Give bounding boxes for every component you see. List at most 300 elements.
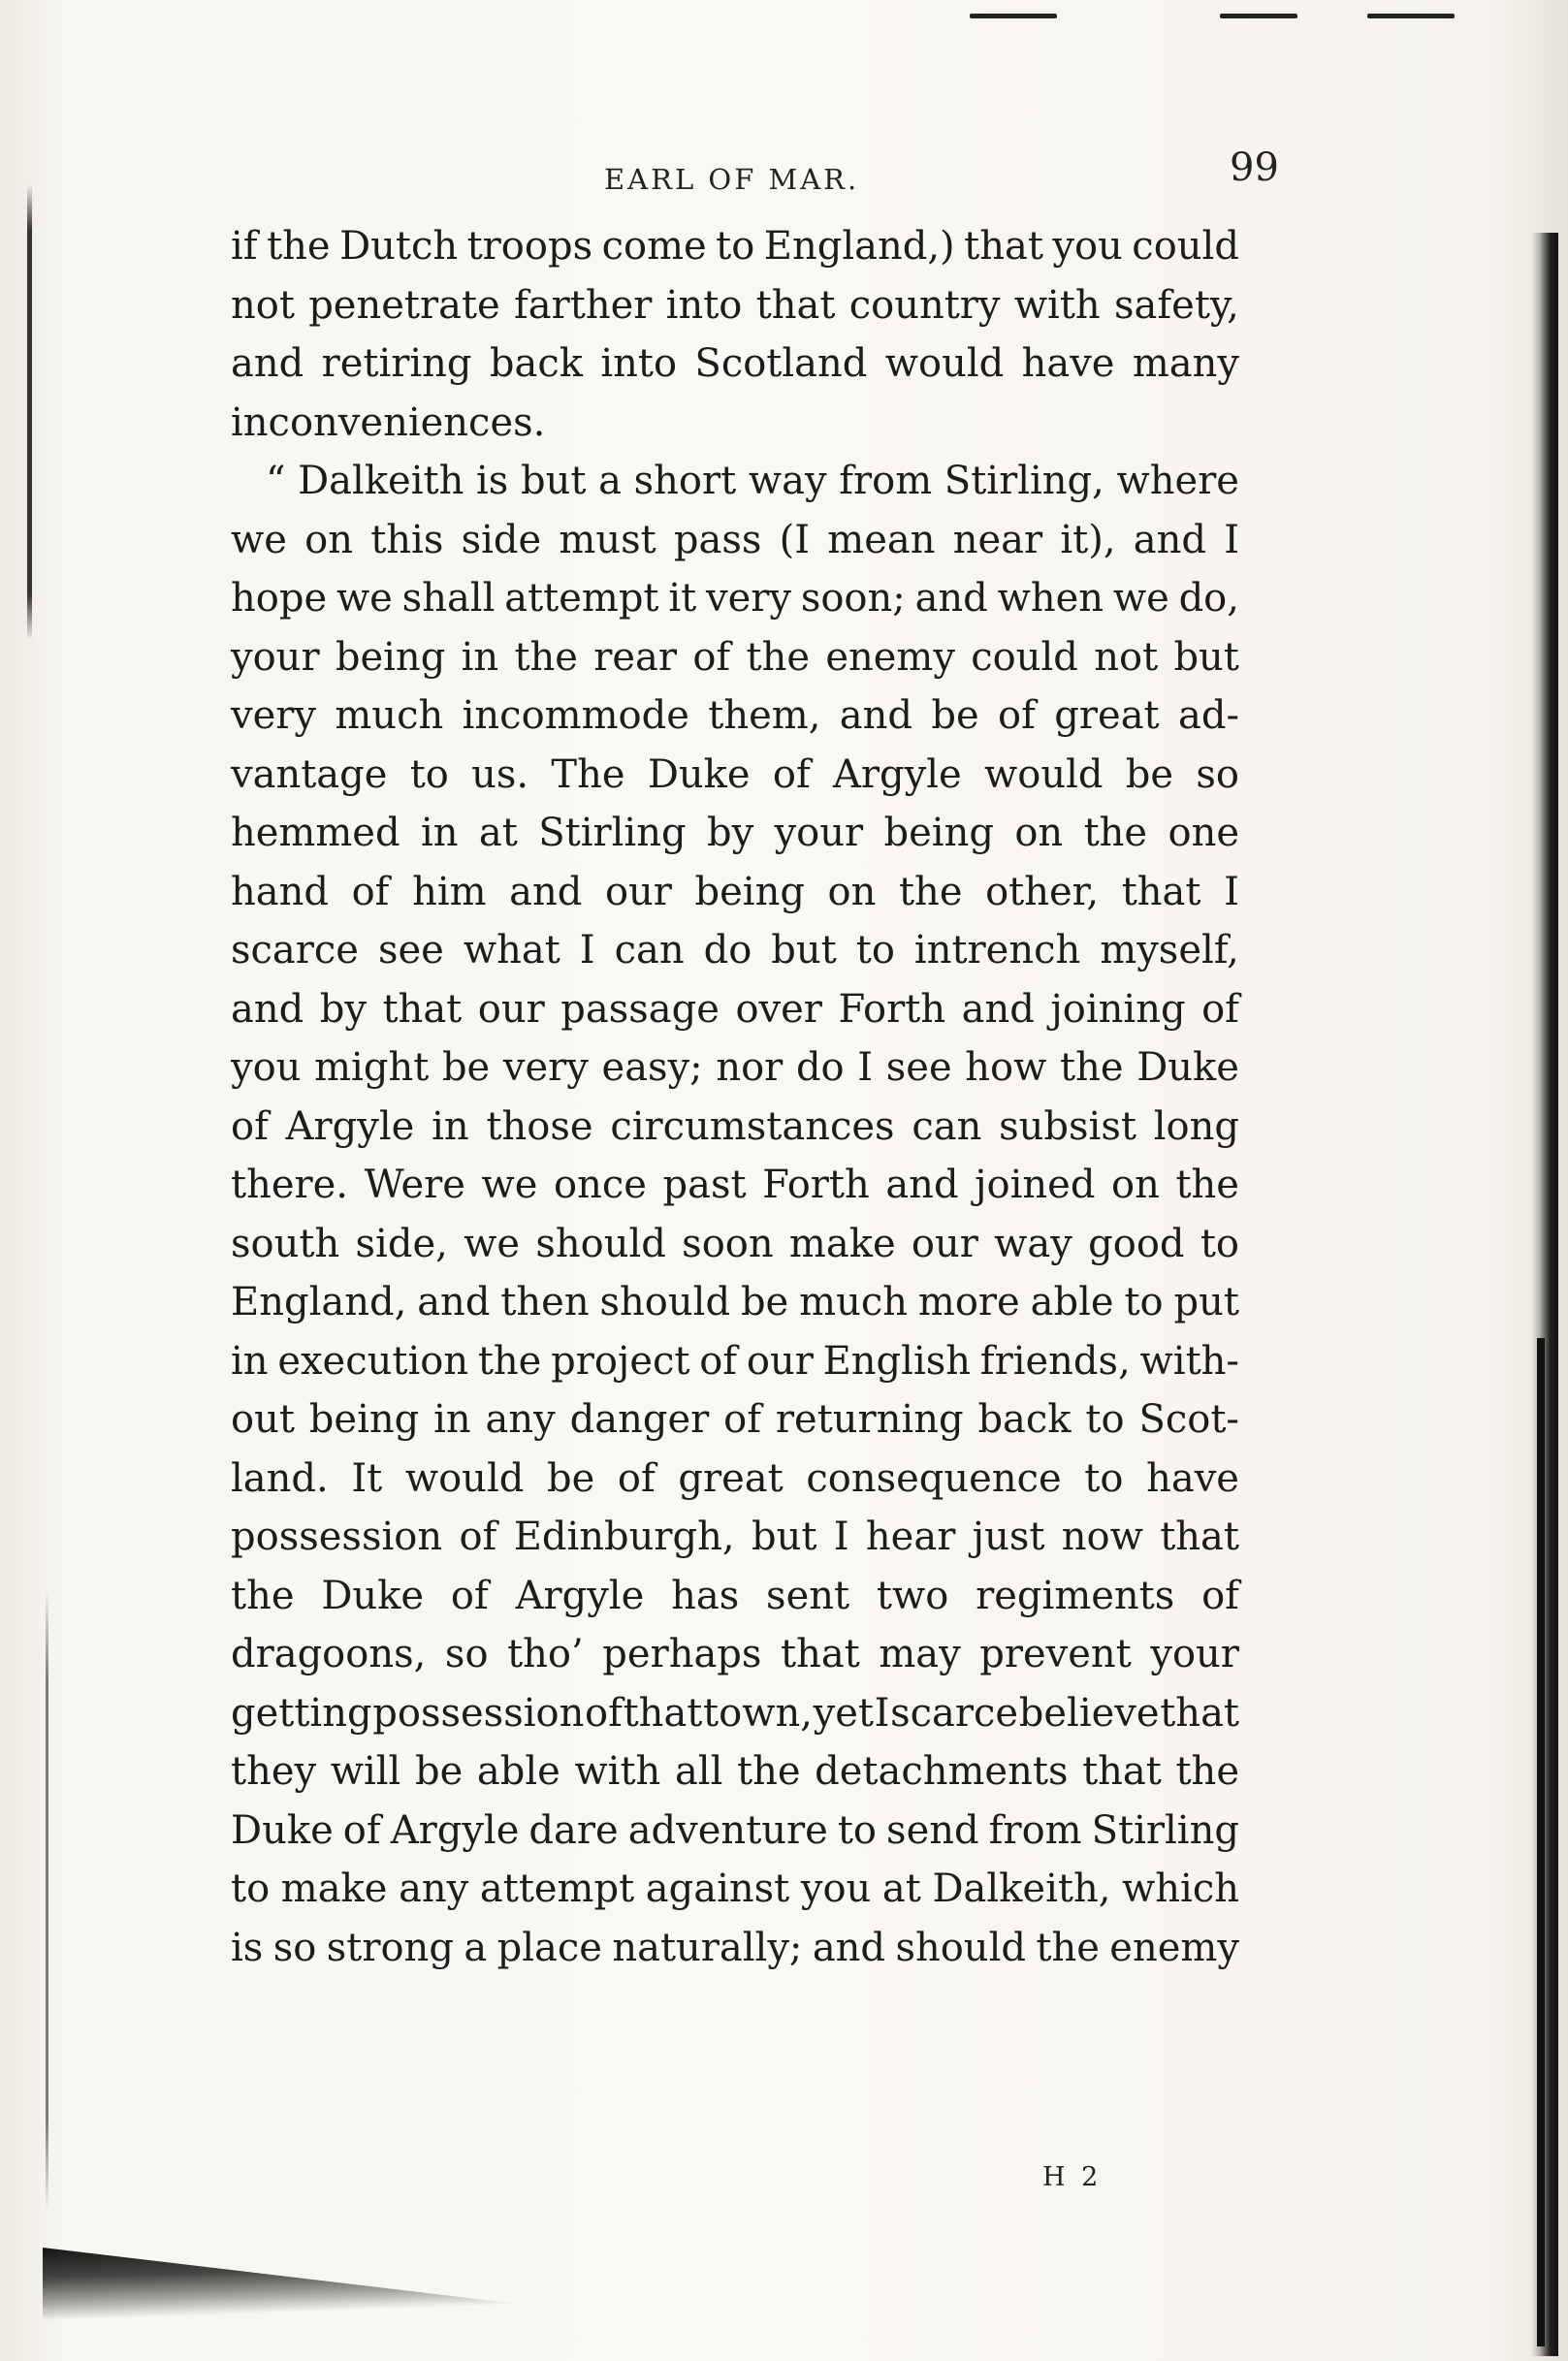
word: Were [364,1163,465,1207]
word: over [735,986,822,1032]
word: possession [372,1690,585,1736]
text-line [231,394,1239,453]
word: danger [569,1397,710,1442]
scan-edge-left-lower [46,1590,48,2211]
text-line [231,1919,1239,1978]
word: detachments [815,1749,1069,1794]
word: inconveniences. [231,399,546,445]
word: possession [231,1515,443,1559]
word: Duke [321,1573,425,1618]
text-line [231,746,1239,805]
word: your [774,811,864,855]
text-line [231,1215,1239,1274]
word: consequence [806,1455,1062,1501]
word: be [740,1280,789,1324]
word: from [839,459,933,503]
word: perhaps [602,1632,762,1676]
word: Duke [647,751,751,797]
word: not [1094,634,1159,680]
word: that [1160,1690,1239,1736]
word: shall [401,576,496,621]
word: make [788,1221,896,1266]
word: two [876,1573,949,1618]
text-line [231,628,1239,687]
word: would [404,1455,525,1501]
word: we [464,1221,521,1266]
word: so [444,1632,489,1676]
word: and [231,986,304,1032]
word: dare [528,1807,619,1853]
word: enemy [1109,1925,1239,1970]
word: other, [985,869,1100,914]
word: Scot- [1138,1397,1239,1442]
word: circumstances [610,1103,895,1149]
text-line [231,1273,1239,1332]
word: strong [326,1925,454,1970]
word: nor [716,1045,784,1090]
word: the [231,1573,295,1618]
word: we [1112,576,1169,621]
text-line [231,1742,1239,1802]
word: execution [277,1338,469,1384]
word: this [370,517,444,562]
text-line [231,1625,1239,1684]
word: from [988,1807,1082,1853]
word: that [781,1632,860,1676]
word: sent [766,1573,850,1618]
word: not [231,282,295,328]
word: easy; [601,1045,703,1090]
word: ad- [1178,693,1239,738]
word: there. [231,1163,349,1207]
scan-mark [1220,14,1297,18]
word: hemmed [231,811,400,855]
word: which [1122,1866,1239,1911]
word: Forth [838,986,946,1032]
word: near [952,517,1043,562]
word: a [598,459,622,503]
word: the [1083,811,1148,855]
word: and [885,1163,959,1207]
word: make [280,1866,388,1911]
word: of [585,1690,623,1736]
word: vantage [231,751,388,797]
word: (I [779,517,811,562]
word: I [833,1515,849,1559]
word: our [911,1221,978,1266]
word: yet [813,1690,874,1736]
word: has [671,1573,740,1618]
text-line [231,1860,1239,1919]
word: should [535,1221,666,1266]
word: on [827,869,877,914]
word: Dutch [339,224,459,269]
word: being [883,811,994,855]
word: great [1054,693,1160,738]
word: long [1153,1103,1239,1149]
word: of [998,693,1036,738]
word: attempt [479,1866,635,1911]
word: it [668,576,697,621]
word: very [502,1045,589,1090]
text-line [231,276,1239,335]
word: in [461,634,499,680]
scan-edge-left [27,184,32,640]
word: south [231,1221,340,1266]
word: side, [355,1221,448,1266]
word: friends, [979,1338,1131,1384]
word: troops [466,224,593,269]
word: on [1111,1163,1160,1207]
word: and [509,869,583,914]
word: great [678,1455,784,1501]
word: and [231,341,304,386]
word: town, [703,1690,813,1736]
word: Duke [231,1807,334,1853]
word: into [600,341,678,386]
word: be [414,1749,464,1794]
word: able [476,1749,560,1794]
word: on [1014,811,1064,855]
word: the [514,634,578,680]
word: getting [231,1690,372,1736]
word: see [377,928,444,973]
word: in [432,1103,469,1149]
word: of [692,634,731,680]
word: put [1173,1280,1239,1324]
word: naturally; [612,1925,803,1970]
word: and [1133,517,1206,562]
word: will [330,1749,401,1794]
word: into [665,282,743,328]
page-number: 99 [1230,145,1279,190]
word: that [755,282,836,328]
word: those [486,1103,593,1149]
word: of [342,1807,381,1853]
word: scarce [231,928,359,973]
text-line [231,335,1239,394]
word: come [601,224,707,269]
word: of [459,1515,497,1559]
word: regiments [976,1573,1175,1618]
word: but [1173,634,1239,680]
word: against [645,1866,790,1911]
word: out [231,1397,295,1442]
word: project [551,1338,690,1384]
word: retiring [321,341,472,386]
body-text [231,217,1239,1977]
word: to [409,751,449,797]
word: our [746,1338,814,1384]
word: tho’ [507,1632,584,1676]
word: then [500,1280,590,1324]
word: and [839,693,912,738]
word: scarce [890,1690,1019,1736]
word: farther [513,282,653,328]
word: myself, [1100,928,1239,973]
text-line [231,1508,1239,1567]
word: Stirling [1091,1807,1239,1853]
word: English [822,1338,972,1384]
word: just [972,1515,1045,1559]
word: I [1224,517,1239,562]
word: dragoons, [231,1632,427,1676]
scan-edge-right [1531,233,1558,2356]
word: Scotland [694,341,868,386]
word: of [772,751,811,797]
word: I [1224,869,1239,914]
word: us. [471,751,529,797]
word: Edinburgh, [513,1515,735,1559]
word: many [1132,341,1239,386]
word: pass [673,517,762,562]
word: that [1121,869,1201,914]
word: and [812,1925,886,1970]
scan-mark [1367,14,1455,18]
word: you [231,1045,302,1090]
text-line [231,1450,1239,1509]
word: they [231,1749,317,1794]
text-line [231,1038,1239,1098]
word: back [977,1397,1072,1442]
word: land. [231,1455,329,1501]
word: if [231,224,258,269]
word: Forth [762,1163,870,1207]
word: Dalkeith, [932,1866,1111,1911]
word: able [1030,1280,1114,1324]
word: of [699,1338,738,1384]
scan-mark [970,14,1057,18]
word: short [633,459,737,503]
word: may [879,1632,961,1676]
word: good [1088,1221,1185,1266]
word: the [1175,1163,1239,1207]
text-line [231,980,1239,1039]
word: safety, [1113,282,1239,328]
word: be [931,693,979,738]
word: it), [1060,517,1116,562]
word: could [971,634,1078,680]
word: Argyle [833,751,962,797]
word: that [382,986,463,1032]
word: at [478,811,518,855]
word: side [461,517,542,562]
word: the [1060,1045,1124,1090]
word: and [417,1280,491,1324]
word: Argyle [515,1573,645,1618]
word: with [574,1749,661,1794]
word: the [898,869,963,914]
text-line [231,804,1239,863]
word: but [771,928,837,973]
word: mean [827,517,936,562]
word: do, [1178,576,1239,621]
text-line [231,217,1239,276]
word: country [848,282,1001,328]
word: enemy [825,634,955,680]
word: penetrate [308,282,500,328]
word: the [477,1338,542,1384]
word: where [1116,459,1239,503]
word: passage [560,986,720,1032]
word: to [837,1807,878,1853]
word: the [267,224,331,269]
word: It [351,1455,383,1501]
text-line [231,1098,1239,1157]
word: past [662,1163,747,1207]
word: “ [266,459,286,503]
text-line [231,1684,1239,1743]
word: we [336,576,393,621]
word: be [546,1455,595,1501]
word: place [496,1925,602,1970]
word: by [319,986,367,1032]
word: be [1125,751,1174,797]
word: joined [975,1163,1096,1207]
text-line [231,1156,1239,1215]
word: can [912,1103,982,1149]
word: I [857,1045,874,1090]
word: all [674,1749,723,1794]
text-line [231,1567,1239,1626]
word: in [231,1338,269,1384]
word: to [716,224,755,269]
word: of [1201,1573,1239,1618]
word: see [885,1045,952,1090]
word: your [1150,1632,1239,1676]
word: what [463,928,560,973]
word: I [874,1690,890,1736]
text-line [231,452,1239,511]
word: of [450,1573,489,1618]
word: in [433,1397,471,1442]
word: to [855,928,895,973]
text-line [231,511,1239,570]
word: once [554,1163,647,1207]
word: the [1175,1749,1239,1794]
word: must [559,517,656,562]
word: him [412,869,487,914]
word: to [231,1866,271,1911]
text-line [231,863,1239,922]
word: to [1085,1397,1125,1442]
word: Argyle [285,1103,415,1149]
word: much [335,693,444,738]
word: have [1021,341,1115,386]
text-line [231,686,1239,746]
word: we [481,1163,538,1207]
word: joining [1050,986,1186,1032]
word: of [351,869,390,914]
word: hand [231,869,329,914]
word: returning [775,1397,964,1442]
word: intrench [913,928,1081,973]
word: Argyle [390,1807,520,1853]
word: being [335,634,446,680]
text-line [231,569,1239,628]
word: adventure [627,1807,828,1853]
word: of [723,1397,762,1442]
scan-bottom-shadow [43,2248,780,2345]
word: now [1061,1515,1143,1559]
word: that [623,1690,703,1736]
scan-edge-right-bar [1537,1338,1545,2346]
word: so [1196,751,1239,797]
word: hear [865,1515,956,1559]
word: of [231,1103,269,1149]
word: and [914,576,988,621]
word: and [961,986,1035,1032]
word: believe [1018,1690,1160,1736]
word: by [706,811,754,855]
word: subsist [999,1103,1136,1149]
text-line [231,1332,1239,1391]
word: England, [231,1280,407,1324]
word: with- [1139,1338,1239,1384]
word: of [617,1455,656,1501]
word: the [1036,1925,1100,1970]
word: prevent [979,1632,1132,1676]
word: much [799,1280,908,1324]
signature-mark: H 2 [1042,2162,1103,2192]
text-line [231,1802,1239,1861]
word: should [895,1925,1026,1970]
word: should [599,1280,731,1324]
text-line [231,1390,1239,1450]
word: soon; [800,576,906,621]
word: when [997,576,1104,621]
word: to [1200,1221,1239,1266]
word: how [965,1045,1047,1090]
running-title: EARL OF MAR. [604,163,860,196]
word: be [441,1045,491,1090]
word: the [746,634,811,680]
word: but [751,1515,817,1559]
word: our [477,986,545,1032]
word: any [399,1866,469,1911]
word: being [694,869,805,914]
word: but [521,459,587,503]
word: very [706,576,791,621]
word: any [485,1397,556,1442]
word: that [1160,1515,1239,1559]
word: way [994,1221,1072,1266]
word: is [476,459,509,503]
word: The [551,751,625,797]
word: of [1201,986,1239,1032]
word: would [884,341,1005,386]
word: is [231,1925,264,1970]
word: Stirling, [944,459,1104,503]
word: send [886,1807,979,1853]
word: your [231,634,320,680]
word: do [795,1045,845,1090]
word: them, [708,693,821,738]
word: you [1052,224,1123,269]
word: with [1013,282,1101,328]
word: to [1124,1280,1164,1324]
word: soon [682,1221,774,1266]
word: have [1146,1455,1239,1501]
word: on [304,517,353,562]
word: one [1168,811,1239,855]
word: a [464,1925,488,1970]
word: Duke [1136,1045,1239,1090]
word: to [1084,1455,1124,1501]
word: hope [231,576,328,621]
word: that [964,224,1043,269]
word: might [314,1045,430,1090]
